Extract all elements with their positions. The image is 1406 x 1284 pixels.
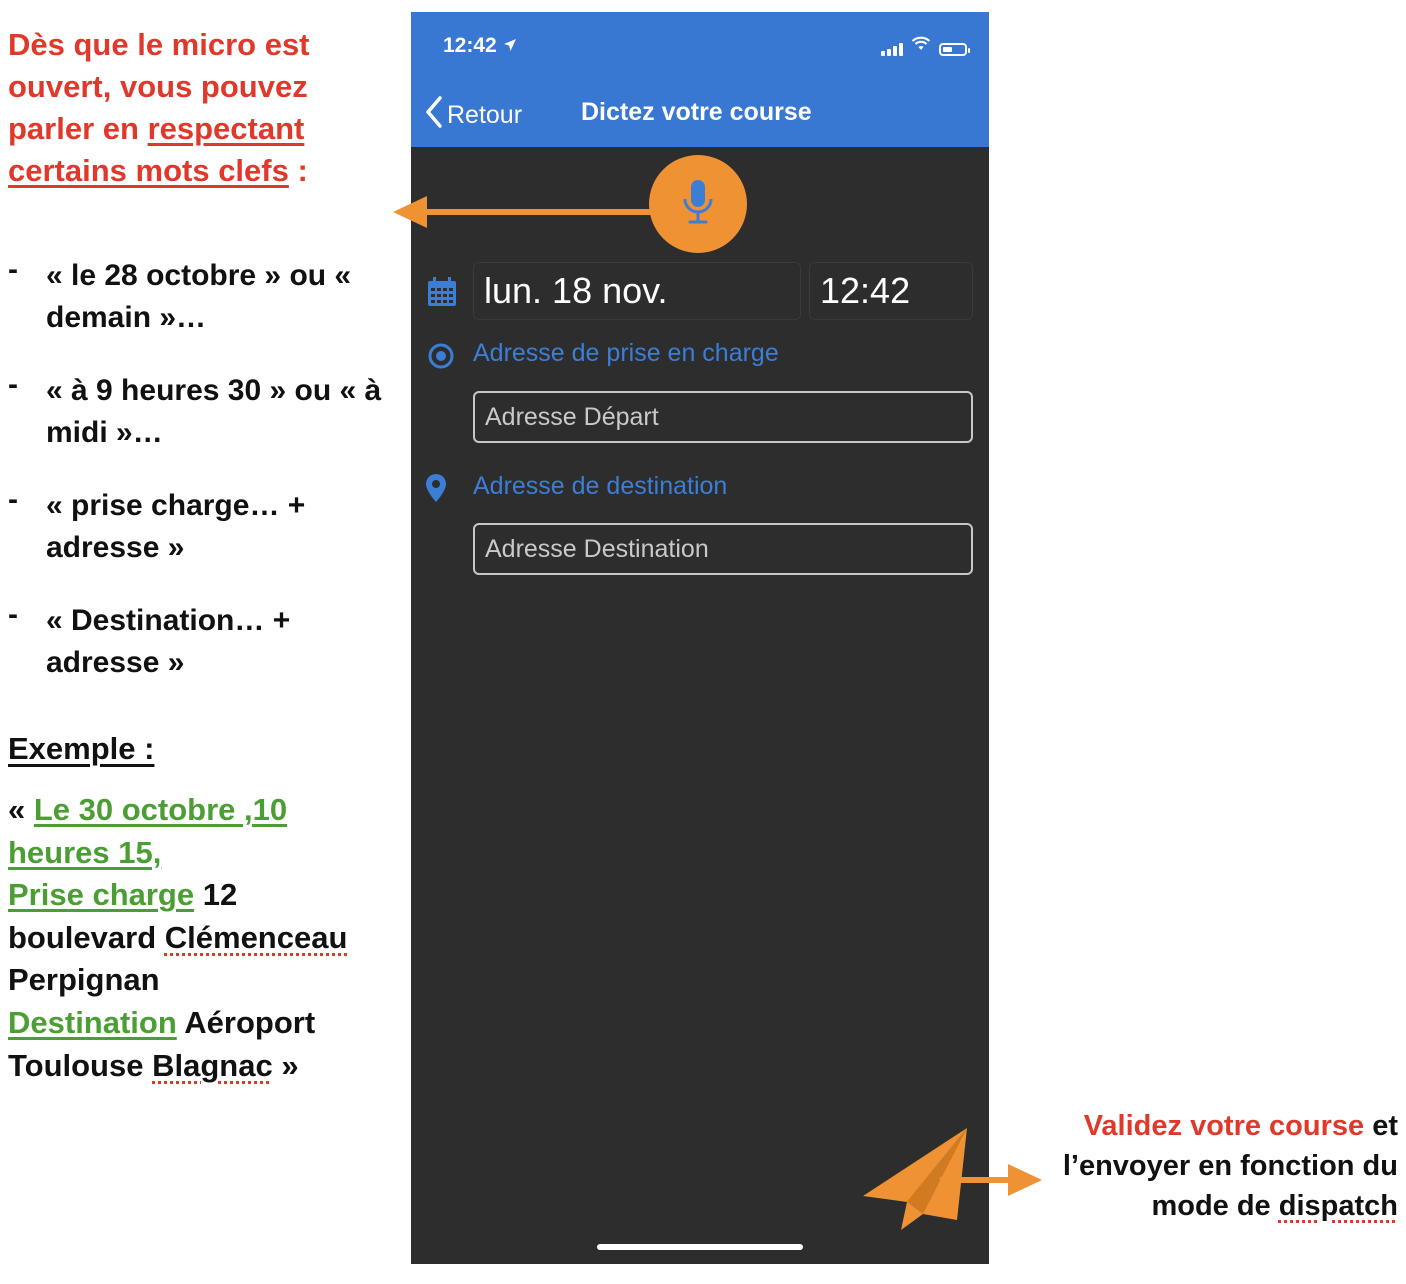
- example-misspelled-word: Clémenceau: [164, 919, 348, 955]
- bullet-dash: -: [8, 483, 18, 516]
- keyword-item: [8, 370, 388, 454]
- intro-keywords-link: respectant certains mots clefs: [8, 111, 305, 188]
- intro-colon: :: [288, 153, 308, 188]
- example-destination-keyword: Destination: [8, 1004, 177, 1040]
- keyword-item: [8, 600, 388, 684]
- keyword-item-text: « Destination… + adresse »: [46, 604, 291, 679]
- keyword-item-text: « à 9 heures 30 » ou « à midi »…: [46, 374, 382, 449]
- example-misspelled-word: Blagnac: [152, 1047, 273, 1083]
- date-picker[interactable]: lun. 18 nov.: [473, 262, 801, 320]
- intro-text-part: Dès que le micro est ouvert, vous pouvez parler en: [8, 27, 310, 146]
- keyword-item: [8, 485, 388, 569]
- example-pickup-address: 12 boulevard: [8, 877, 238, 955]
- location-arrow-icon: [503, 34, 517, 57]
- microphone-icon: [681, 178, 715, 231]
- intro-text: [8, 24, 368, 192]
- back-button[interactable]: [425, 96, 522, 135]
- destination-label: Adresse de destination: [473, 472, 728, 500]
- example-close-quote: »: [272, 1047, 299, 1083]
- validate-note-text: et l’envoyer en fonction du mode de: [1062, 1110, 1398, 1222]
- example-pickup-keyword: Prise charge: [8, 877, 195, 913]
- keyword-item-text: « le 28 octobre » ou « demain »…: [46, 259, 352, 334]
- validate-note-highlight: Validez votre course: [1083, 1110, 1365, 1142]
- status-icons: [881, 36, 967, 56]
- wifi-icon: [911, 36, 931, 56]
- target-icon: [427, 342, 455, 375]
- page-title: Dictez votre course: [581, 98, 812, 126]
- validate-note: [1010, 1106, 1398, 1226]
- signal-icon: [881, 43, 903, 56]
- navigation-header: [411, 12, 989, 147]
- arrow-left-icon: [393, 196, 655, 228]
- destination-address-input[interactable]: [473, 523, 973, 575]
- example-destination-address: Aéroport Toulouse: [8, 1004, 316, 1083]
- battery-icon: [939, 43, 967, 56]
- example-pickup-city: Perpignan: [8, 962, 160, 998]
- microphone-button[interactable]: [649, 155, 747, 253]
- back-button-label: Retour: [447, 101, 523, 129]
- validate-note-word: dispatch: [1278, 1190, 1398, 1222]
- status-time: [443, 34, 517, 58]
- keyword-item: [8, 255, 388, 339]
- keyword-list: [8, 255, 388, 715]
- example-date-keyword: Le 30 octobre ,10 heures 15,: [8, 792, 288, 870]
- pickup-label: Adresse de prise en charge: [473, 339, 779, 367]
- example-open-quote: «: [8, 792, 34, 827]
- pickup-address-input[interactable]: [473, 391, 973, 443]
- home-indicator: [597, 1244, 803, 1250]
- map-pin-icon: [425, 473, 447, 508]
- bullet-dash: -: [8, 253, 18, 286]
- chevron-left-icon: [425, 96, 443, 135]
- time-picker[interactable]: 12:42: [809, 262, 973, 320]
- status-time-text: 12:42: [443, 34, 497, 57]
- bullet-dash: -: [8, 368, 18, 401]
- example-title: Exemple :: [8, 731, 155, 766]
- keyword-item-text: « prise charge… + adresse »: [46, 489, 306, 564]
- bullet-dash: -: [8, 598, 18, 631]
- calendar-icon: [427, 277, 457, 312]
- example-text: [8, 789, 388, 1087]
